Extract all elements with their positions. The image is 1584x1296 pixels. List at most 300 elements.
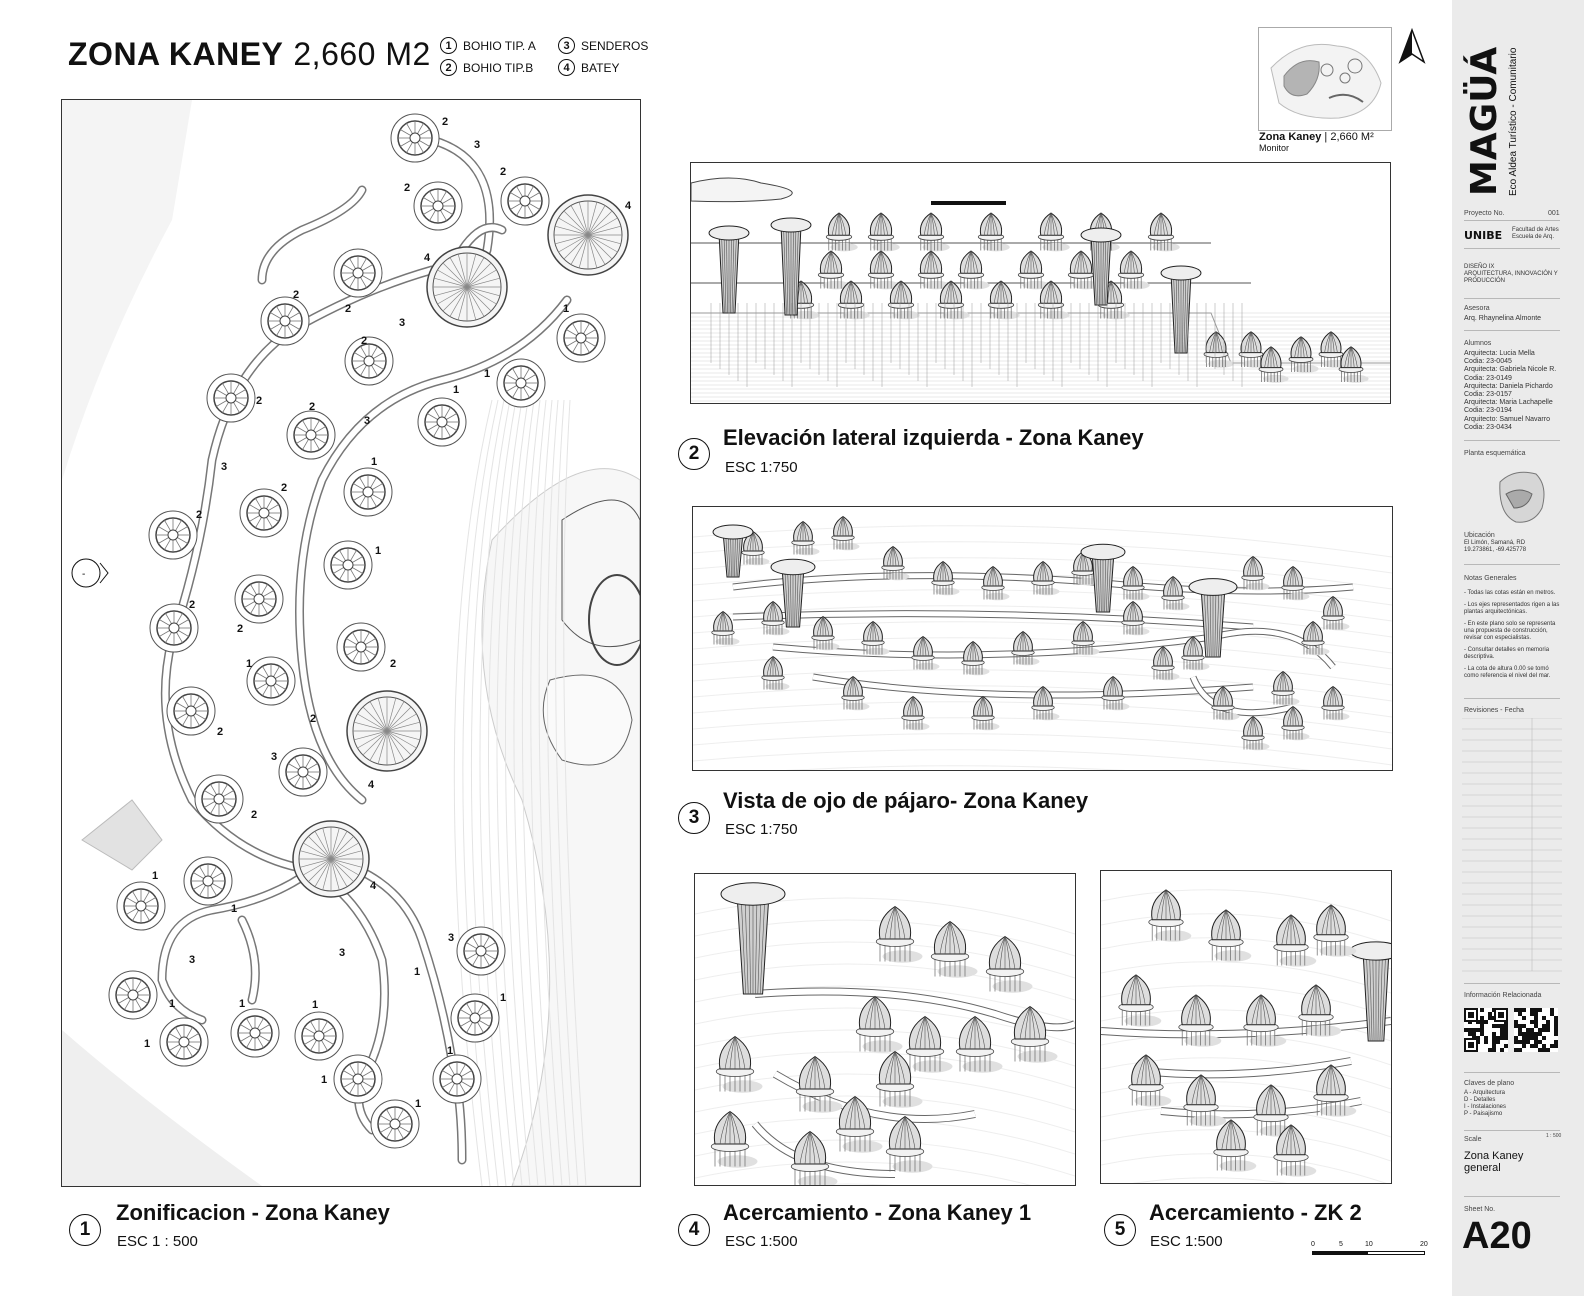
- bohio-hut: [918, 213, 949, 251]
- hut-shadow: [863, 1040, 903, 1053]
- bohio-hut: [1282, 567, 1310, 601]
- hut-shadow: [1135, 1095, 1172, 1107]
- zone-number-label: 1: [151, 870, 159, 882]
- legend-label: BATEY: [581, 60, 620, 75]
- code-module: [1522, 1044, 1526, 1048]
- legend-number: 4: [558, 59, 575, 76]
- finder-pattern: [1498, 1012, 1504, 1018]
- zone-number-label: 3: [473, 139, 481, 151]
- hut-shadow: [938, 965, 978, 978]
- code-module: [1480, 1008, 1484, 1012]
- background-walkway: [931, 201, 1006, 205]
- hut-shadow: [843, 311, 870, 320]
- student-line: Codia: 23-0149: [1464, 374, 1512, 382]
- code-module: [1526, 1032, 1530, 1036]
- location-line: El Limón, Samaná, RD: [1464, 540, 1526, 546]
- schematic-plan-drawing: [1492, 464, 1552, 530]
- view-number-2: 2: [678, 438, 710, 470]
- code-module: [1468, 1028, 1472, 1032]
- site-plan-drawing: [62, 100, 640, 1186]
- code-module: [1522, 1016, 1526, 1020]
- title-block: [1452, 0, 1584, 1296]
- scale-label: Scale: [1464, 1136, 1482, 1143]
- code-module: [1546, 1048, 1550, 1052]
- hut-shadow: [1216, 713, 1240, 721]
- student-line: Arquitecta: Lucia Mella: [1464, 350, 1535, 357]
- divider: [1464, 330, 1560, 331]
- student-line: Arquitecta: Daniela Pichardo: [1464, 382, 1553, 390]
- tower-canopy: [709, 226, 749, 240]
- bohio-hut: [978, 213, 1009, 251]
- bohio-hut: [1289, 337, 1319, 373]
- code-module: [1480, 1020, 1484, 1024]
- hut-shadow: [1305, 1025, 1342, 1037]
- code-module: [1526, 1036, 1530, 1040]
- hut-shadow: [1185, 1035, 1222, 1047]
- view-title-4: Acercamiento - Zona Kaney 1: [723, 1200, 1032, 1225]
- bohio-hut: [856, 997, 902, 1053]
- hut-shadow: [1126, 593, 1150, 601]
- code-module: [1526, 1028, 1530, 1032]
- note-line: - Consultar detalles en memoria descriptiva.: [1464, 647, 1550, 660]
- contour-line: [695, 1118, 1075, 1154]
- code-module: [1492, 1044, 1496, 1048]
- scale-tick-5: 5: [1339, 1241, 1343, 1248]
- code-module: [1554, 1040, 1558, 1044]
- tower-canopy: [771, 559, 815, 574]
- hut-shadow: [1018, 1050, 1058, 1063]
- bohio-hut: [1302, 622, 1330, 656]
- section-marker-circle: [72, 559, 100, 587]
- divider: [1464, 440, 1560, 441]
- hut-shadow: [913, 1060, 953, 1073]
- code-module: [1488, 1016, 1492, 1020]
- zone-number-label: 4: [367, 779, 375, 791]
- code-module: [1522, 1040, 1526, 1044]
- plan-key: A - Arquitectura: [1464, 1090, 1506, 1096]
- legend-item-2: [440, 59, 533, 76]
- bohio-hut: [906, 1017, 952, 1073]
- hut-shadow: [1043, 311, 1070, 320]
- site-plan-panel: [61, 99, 641, 1187]
- view-title-5: Acercamiento - ZK 2: [1149, 1200, 1362, 1225]
- divider: [1464, 564, 1560, 565]
- code-module: [1480, 1028, 1484, 1032]
- hut-shadow: [1246, 583, 1270, 591]
- view-scale-4: ESC 1:500: [725, 1233, 798, 1250]
- university-logo: UNIBE: [1464, 229, 1503, 242]
- code-module: [1534, 1016, 1538, 1020]
- zone-number-label: 2: [344, 303, 352, 315]
- divider: [1464, 220, 1560, 221]
- code-module: [1538, 1008, 1542, 1012]
- bohio-hut: [1148, 213, 1179, 251]
- finder-pattern: [1468, 1042, 1474, 1048]
- hut-shadow: [1153, 243, 1180, 252]
- location-line: 19.273861, -69.425778: [1464, 547, 1527, 553]
- key-map-caption: [1259, 131, 1374, 143]
- code-module: [1464, 1028, 1468, 1032]
- divider: [1464, 248, 1560, 249]
- faculty-line: Escuela de Arq.: [1512, 234, 1555, 240]
- zone-number-label: 2: [188, 599, 196, 611]
- zone-number-label: 2: [499, 166, 507, 178]
- contour-line: [695, 1184, 1075, 1185]
- code-module: [1522, 1024, 1526, 1028]
- notes-label: Notas Generales: [1464, 575, 1517, 582]
- hut-shadow: [718, 1155, 758, 1168]
- code-module: [1504, 1044, 1508, 1048]
- bohio-hut: [1322, 597, 1350, 631]
- zone-number-label: 1: [374, 545, 382, 557]
- zone-number-label: 3: [447, 932, 455, 944]
- course: [1464, 264, 1558, 285]
- hut-shadow: [873, 243, 900, 252]
- hut-shadow: [1286, 593, 1310, 601]
- code-module: [1484, 1040, 1488, 1044]
- plan-key: P - Paisajismo: [1464, 1111, 1503, 1117]
- hut-shadow: [976, 723, 1000, 731]
- zone-number-label: 2: [195, 509, 203, 521]
- hut-shadow: [963, 1060, 1003, 1073]
- scale-tick-10: 10: [1365, 1241, 1373, 1248]
- code-module: [1496, 1036, 1500, 1040]
- bohio-hut: [918, 251, 949, 289]
- hut-shadow: [1215, 950, 1252, 962]
- legend-label: BOHIO TIP.B: [463, 60, 534, 75]
- code-module: [1492, 1024, 1496, 1028]
- code-module: [1472, 1032, 1476, 1036]
- contour-line: [1101, 1130, 1391, 1161]
- legend-label: BOHIO TIP. A: [463, 38, 536, 53]
- hut-shadow: [1123, 281, 1150, 290]
- code-module: [1488, 1048, 1492, 1052]
- zone-number-label: 2: [250, 809, 258, 821]
- hut-shadow: [1036, 588, 1060, 596]
- code-module: [1530, 1028, 1534, 1032]
- code-module: [1484, 1020, 1488, 1024]
- bohio-hut: [1209, 910, 1252, 962]
- code-module: [1472, 1028, 1476, 1032]
- plan-keys: [1464, 1090, 1506, 1118]
- code-module: [1534, 1012, 1538, 1016]
- view-scale-3: ESC 1:750: [725, 821, 798, 838]
- hut-shadow: [831, 243, 858, 252]
- bohio-hut: [832, 517, 860, 551]
- zone-number-label: 4: [369, 880, 377, 892]
- hut-shadow: [1220, 1160, 1257, 1172]
- code-module: [1518, 1028, 1522, 1032]
- zone-number-label: 1: [562, 303, 570, 315]
- hut-shadow: [1286, 733, 1310, 741]
- hut-shadow: [923, 243, 950, 252]
- advisor-name: Arq. Rhaynelina Almonte: [1464, 315, 1542, 322]
- related-info-label: Información Relacionada: [1464, 992, 1542, 999]
- section-marker-text: -: [82, 569, 86, 580]
- view-number-1: 1: [69, 1214, 101, 1246]
- code-module: [1522, 1008, 1526, 1012]
- code-module: [1518, 1032, 1522, 1036]
- code-module: [1480, 1032, 1484, 1036]
- birds-eye-drawing: [693, 507, 1392, 770]
- project-no: 001: [1548, 210, 1560, 217]
- course-line: ARQUITECTURA, INNOVACIÓN Y: [1464, 271, 1558, 277]
- birds-eye-panel: [692, 506, 1393, 771]
- schematic-label: Planta esquemática: [1464, 450, 1526, 457]
- bohio-hut: [791, 1132, 837, 1186]
- hut-shadow: [1343, 375, 1369, 383]
- hut-shadow: [1156, 673, 1180, 681]
- code-module: [1484, 1036, 1488, 1040]
- hut-shadow: [986, 593, 1010, 601]
- legend-item-4: [558, 59, 619, 76]
- note-line: - La cota de altura 0.00 se tomó como referencia el nivel del mar.: [1464, 666, 1551, 679]
- bohio-hut: [1012, 632, 1040, 666]
- hut-shadow: [1125, 1015, 1162, 1027]
- tower-canopy: [721, 883, 785, 905]
- code-module: [1496, 1040, 1500, 1044]
- zone-number-label: 2: [309, 713, 317, 725]
- hut-shadow: [966, 668, 990, 676]
- code-module: [1550, 1008, 1554, 1012]
- zone-number-label: 2: [403, 182, 411, 194]
- bohio-hut: [868, 213, 899, 251]
- student-line: Codia: 23-0045: [1464, 358, 1512, 366]
- code-module: [1546, 1028, 1550, 1032]
- code-module: [1514, 1036, 1518, 1040]
- legend-label: SENDEROS: [581, 38, 649, 53]
- code-module: [1500, 1036, 1504, 1040]
- divider: [1464, 983, 1560, 984]
- code-module: [1504, 1028, 1508, 1032]
- bohio-hut: [826, 213, 857, 251]
- hut-shadow: [883, 950, 923, 963]
- bohio-hut: [956, 1017, 1002, 1073]
- zone-number-label: 1: [452, 384, 460, 396]
- code-module: [1542, 1044, 1546, 1048]
- hut-shadow: [916, 663, 940, 671]
- code-module: [1554, 1044, 1558, 1048]
- zone-number-label: 3: [188, 954, 196, 966]
- hut-shadow: [1016, 658, 1040, 666]
- note-line: - Los ejes representados rigen a las plantas arquitectónicas.: [1464, 602, 1560, 615]
- hut-shadow: [983, 243, 1010, 252]
- tower-canopy: [1081, 544, 1125, 559]
- lookout-tower: [709, 226, 749, 313]
- scale-value: 1 : 500: [1546, 1133, 1562, 1139]
- zone-area: 2,660 M2: [293, 36, 431, 72]
- code-module: [1496, 1024, 1500, 1028]
- code-module: [1514, 1024, 1518, 1028]
- drawing-name-line: general: [1464, 1162, 1501, 1174]
- finder-pattern: [1468, 1012, 1474, 1018]
- graphic-scale-bar: [1312, 1241, 1428, 1261]
- code-module: [1534, 1040, 1538, 1044]
- hut-shadow: [943, 311, 970, 320]
- hut-shadow: [766, 683, 790, 691]
- view-title-1: Zonificacion - Zona Kaney: [116, 1200, 390, 1225]
- code-module: [1554, 1028, 1558, 1032]
- code-module: [1492, 1048, 1496, 1052]
- hut-shadow: [963, 281, 990, 290]
- code-module: [1554, 1024, 1558, 1028]
- hut-shadow: [746, 558, 770, 566]
- code-module: [1504, 1036, 1508, 1040]
- hut-shadow: [1166, 603, 1190, 611]
- advisor-label: Asesora: [1464, 305, 1490, 312]
- tower-canopy: [1081, 228, 1121, 242]
- sheet-title: [68, 36, 431, 73]
- keys-label: Claves de plano: [1464, 1080, 1515, 1087]
- plan-key: D - Detalles: [1464, 1097, 1496, 1103]
- bohio-hut: [762, 657, 790, 691]
- divider: [1464, 1130, 1560, 1131]
- hut-shadow: [1036, 713, 1060, 721]
- hut-shadow: [846, 703, 870, 711]
- zone-number-label: 1: [414, 1098, 422, 1110]
- zone-number-label: 2: [360, 335, 368, 347]
- note-line: - Todas las cotas están en metros.: [1464, 590, 1556, 596]
- code-module: [1500, 1024, 1504, 1028]
- elevation-drawing: [691, 163, 1390, 403]
- view-number-3: 3: [678, 802, 710, 834]
- tower-canopy: [771, 218, 811, 232]
- code-module: [1538, 1032, 1542, 1036]
- zone-number-label: 1: [370, 456, 378, 468]
- lookout-tower: [1161, 266, 1201, 353]
- north-arrow-icon: [1398, 28, 1426, 64]
- student-line: Arquitecto: Samuel Navarro: [1464, 415, 1550, 423]
- code-module: [1530, 1036, 1534, 1040]
- hut-shadow: [936, 588, 960, 596]
- code-module: [1480, 1016, 1484, 1020]
- scale-tick-0: 0: [1311, 1241, 1315, 1248]
- zone-number-label: 1: [320, 1074, 328, 1086]
- code-module: [1518, 1040, 1522, 1044]
- hut-shadow: [1326, 713, 1350, 721]
- hut-shadow: [993, 980, 1033, 993]
- hut-shadow: [1076, 648, 1100, 656]
- tower-canopy: [1189, 579, 1237, 596]
- zone-number-label: 1: [446, 1045, 454, 1057]
- hut-shadow: [1263, 375, 1289, 383]
- zone-number-label: 1: [483, 368, 491, 380]
- code-module: [1550, 1044, 1554, 1048]
- bohio-hut: [1149, 890, 1192, 942]
- view-scale-2: ESC 1:750: [725, 459, 798, 476]
- hut-shadow: [893, 311, 920, 320]
- legend-number: 1: [440, 37, 457, 54]
- hut-shadow: [798, 1175, 838, 1185]
- walkway-edge: [773, 631, 1333, 667]
- bohio-hut: [796, 1057, 842, 1113]
- code-module: [1542, 1036, 1546, 1040]
- key-map-area: | 2,660 M²: [1324, 131, 1374, 143]
- contour-line: [1101, 914, 1391, 945]
- divider: [1464, 1196, 1560, 1197]
- zone-number-label: 4: [423, 252, 431, 264]
- hut-shadow: [766, 628, 790, 636]
- code-module: [1538, 1028, 1542, 1032]
- hut-shadow: [796, 548, 820, 556]
- code-module: [1514, 1020, 1518, 1024]
- bohio-hut: [818, 251, 849, 289]
- code-module: [1522, 1032, 1526, 1036]
- code-module: [1492, 1032, 1496, 1036]
- closeup-2-drawing: [1101, 871, 1391, 1183]
- code-module: [1554, 1016, 1558, 1020]
- code-module: [1542, 1016, 1546, 1020]
- code-module: [1480, 1024, 1484, 1028]
- zone-number-label: 2: [389, 658, 397, 670]
- zone-number-label: 1: [413, 966, 421, 978]
- bohio-hut: [986, 937, 1032, 993]
- student-line: Codia: 23-0157: [1464, 391, 1512, 399]
- bohio-hut: [1162, 577, 1190, 611]
- divider: [1464, 1072, 1560, 1073]
- hut-shadow: [843, 1140, 883, 1153]
- bohio-hut: [711, 1112, 757, 1168]
- code-module: [1518, 1008, 1522, 1012]
- bohio-hut: [982, 567, 1010, 601]
- bohio-hut: [1119, 975, 1162, 1027]
- lookout-tower: [721, 883, 785, 994]
- bohio-hut: [1038, 213, 1069, 251]
- legend-number: 3: [558, 37, 575, 54]
- hut-shadow: [1126, 628, 1150, 636]
- hut-shadow: [1306, 648, 1330, 656]
- zone-number-label: 1: [499, 992, 507, 1004]
- hut-shadow: [906, 723, 930, 731]
- project-subtitle: Eco Aldea Turístico - Comunitario: [1508, 47, 1519, 196]
- student-line: Codia: 23-0194: [1464, 407, 1512, 415]
- code-module: [1534, 1036, 1538, 1040]
- zone-number-label: 2: [280, 482, 288, 494]
- hut-shadow: [893, 1160, 933, 1173]
- zone-number-label: 1: [245, 658, 253, 670]
- zone-number-label: 3: [398, 317, 406, 329]
- location-label: Ubicación: [1464, 532, 1495, 539]
- sheet-label: Sheet No.: [1464, 1206, 1496, 1213]
- view-title-3: Vista de ojo de pájaro- Zona Kaney: [723, 788, 1089, 813]
- bohio-hut: [1018, 251, 1049, 289]
- code-module: [1550, 1012, 1554, 1016]
- hut-shadow: [1276, 698, 1300, 706]
- code-module: [1534, 1032, 1538, 1036]
- bohio-hut: [958, 251, 989, 289]
- bohio-hut: [988, 281, 1019, 319]
- elevation-panel: [690, 162, 1391, 404]
- code-module: [1518, 1048, 1522, 1052]
- zone-number-label: 1: [230, 903, 238, 915]
- divider: [1464, 698, 1560, 699]
- course-line: PRODUCCIÓN: [1464, 278, 1506, 284]
- closeup-2-panel: [1100, 870, 1392, 1184]
- legend-item-1: [440, 37, 536, 54]
- zone-number-label: 2: [236, 623, 244, 635]
- scale-tick-20: 20: [1420, 1241, 1428, 1248]
- bohio-hut: [1322, 687, 1350, 721]
- code-module: [1518, 1012, 1522, 1016]
- zone-number-label: 3: [270, 751, 278, 763]
- hut-shadow: [1293, 365, 1319, 373]
- code-module: [1530, 1008, 1534, 1012]
- code-module: [1514, 1048, 1518, 1052]
- hut-shadow: [1320, 945, 1357, 957]
- contour-line: [1101, 1178, 1391, 1183]
- code-module: [1514, 1008, 1518, 1012]
- code-module: [1534, 1008, 1538, 1012]
